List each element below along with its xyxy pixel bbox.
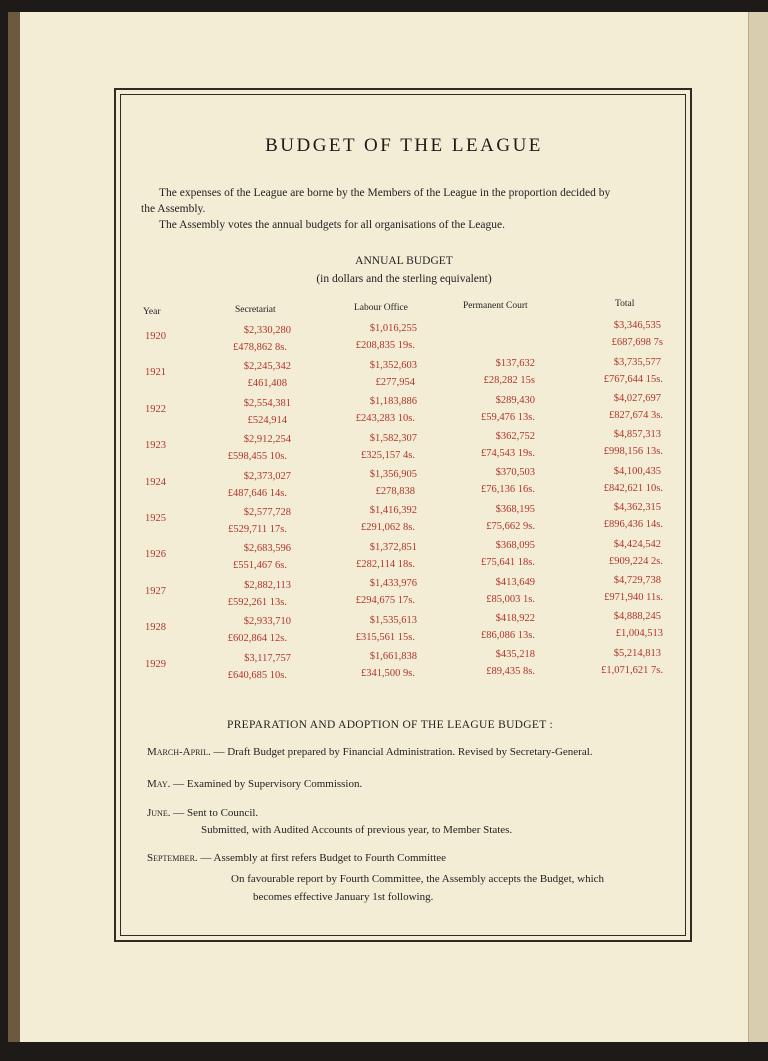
intro-line: the Assembly.: [141, 203, 206, 215]
sterling-value: £640,685 10s.: [227, 669, 287, 681]
dollar-value: $4,424,542: [613, 538, 661, 550]
preparation-step: [253, 891, 433, 903]
dollar-value: $289,430: [495, 394, 535, 406]
preparation-step: [231, 873, 604, 885]
dollar-value: $1,535,613: [369, 614, 417, 626]
dollar-value: $5,214,813: [613, 647, 661, 659]
dollar-value: $2,330,280: [243, 325, 291, 336]
step-label: March-April.: [147, 746, 211, 758]
dollar-value: $4,888,245: [613, 611, 661, 623]
preparation-title: PREPARATION AND ADOPTION OF THE LEAGUE BUDGET :: [227, 719, 554, 731]
column-header-labour: Labour Office: [354, 303, 408, 313]
dollar-value: $2,577,728: [243, 507, 291, 518]
sterling-value: £529,711 17s.: [228, 524, 287, 535]
sterling-value: £86,086 13s.: [481, 630, 535, 641]
sterling-value: £75,641 18s.: [481, 557, 535, 569]
preparation-step: [201, 824, 512, 836]
sterling-value: £315,561 15s.: [355, 631, 415, 643]
sterling-value: £76,136 16s.: [481, 484, 535, 496]
dollar-value: $4,100,435: [613, 465, 661, 477]
step-label: June.: [147, 807, 171, 819]
dollar-value: $362,752: [495, 431, 535, 442]
row-year: 1923: [145, 440, 166, 452]
sterling-value: £896,436 14s.: [603, 519, 663, 531]
next-page-edge: [748, 12, 768, 1042]
step-text: — Assembly at first refers Budget to Fourth Committee: [197, 852, 447, 864]
dollar-value: $1,661,838: [369, 651, 417, 662]
dollar-value: $2,882,113: [244, 579, 291, 591]
sterling-value: £602,864 12s.: [227, 633, 287, 645]
sterling-value: £909,224 2s.: [609, 555, 663, 567]
sterling-value: £998,156 13s.: [603, 446, 663, 458]
sterling-value: £524,914: [247, 414, 287, 426]
preparation-step: [147, 746, 593, 758]
sterling-value: £208,835 19s.: [355, 340, 415, 352]
row-year: 1927: [145, 585, 166, 597]
step-text: Submitted, with Audited Accounts of previous year, to Member States.: [201, 824, 513, 836]
sterling-value: £59,476 13s.: [481, 411, 535, 423]
dollar-value: $413,649: [495, 576, 535, 588]
table-subheading: (in dollars and the sterling equivalent): [316, 273, 492, 285]
row-year: 1922: [145, 403, 166, 415]
dollar-value: $1,372,851: [369, 541, 417, 553]
step-text: — Examined by Supervisory Commission.: [170, 778, 363, 790]
preparation-step: [147, 852, 446, 864]
row-year: 1921: [145, 367, 166, 379]
dollar-value: $4,729,738: [613, 575, 661, 586]
dollar-value: $4,857,313: [613, 429, 661, 441]
sterling-value: £592,261 13s.: [227, 596, 287, 608]
row-year: 1920: [145, 331, 166, 342]
dollar-value: $4,362,315: [613, 502, 661, 514]
page-frame: [114, 88, 692, 942]
row-year: 1924: [145, 476, 166, 488]
step-text: becomes effective January 1st following.: [253, 891, 434, 903]
step-label: September.: [147, 852, 198, 864]
dollar-value: $137,632: [495, 358, 535, 370]
column-header-court: Permanent Court: [463, 301, 528, 311]
sterling-value: £28,282 15s: [483, 375, 535, 387]
sterling-value: £1,071,621 7s.: [601, 664, 663, 676]
dollar-value: $1,582,307: [369, 432, 417, 444]
sterling-value: £282,114 18s.: [356, 558, 415, 570]
dollar-value: $368,095: [495, 540, 535, 552]
sterling-value: £598,455 10s.: [227, 451, 287, 463]
dollar-value: $2,554,381: [243, 397, 291, 409]
sterling-value: £842,621 10s.: [603, 482, 663, 494]
step-text: — Sent to Council.: [170, 807, 259, 819]
sterling-value: £89,435 8s.: [486, 666, 535, 678]
dollar-value: $1,016,255: [369, 323, 417, 335]
dollar-value: $418,922: [495, 613, 535, 624]
sterling-value: £971,940 11s.: [604, 592, 663, 603]
dollar-value: $1,416,392: [369, 505, 417, 517]
sterling-value: £341,500 9s.: [361, 668, 415, 679]
sterling-value: £85,003 1s.: [486, 593, 535, 605]
sterling-value: £827,674 3s.: [609, 410, 663, 421]
step-text: — Draft Budget prepared by Financial Administration. Revised by Secretary-General.: [210, 746, 593, 758]
column-header-secretariat: Secretariat: [235, 305, 276, 315]
dollar-value: $3,346,535: [613, 320, 661, 332]
intro-line: The expenses of the League are borne by the Members of the League in the proportion decided by: [159, 187, 611, 199]
row-year: 1926: [145, 549, 166, 561]
sterling-value: £278,838: [375, 486, 415, 497]
dollar-value: $2,245,342: [243, 361, 291, 373]
row-year: 1928: [145, 622, 166, 634]
dollar-value: $1,356,905: [369, 469, 417, 480]
sterling-value: £277,954: [375, 376, 415, 388]
sterling-value: £1,004,513: [615, 628, 663, 640]
sterling-value: £325,157 4s.: [361, 449, 415, 461]
sterling-value: £294,675 17s.: [355, 595, 415, 607]
page-frame-inner: [120, 94, 686, 936]
sterling-value: £687,698 7s: [611, 337, 663, 349]
dollar-value: $1,433,976: [369, 578, 417, 590]
dollar-value: $4,027,697: [613, 393, 661, 404]
sterling-value: £74,543 19s.: [481, 448, 535, 459]
dollar-value: $2,933,710: [243, 616, 291, 628]
page-title: BUDGET OF THE LEAGUE: [265, 135, 543, 156]
sterling-value: £75,662 9s.: [486, 520, 535, 532]
column-header-year: Year: [143, 307, 161, 317]
dollar-value: $435,218: [495, 649, 535, 661]
dollar-value: $3,117,757: [244, 652, 291, 664]
sterling-value: £243,283 10s.: [355, 413, 415, 425]
sterling-value: £767,644 15s.: [603, 373, 663, 385]
preparation-step: [147, 778, 362, 790]
dollar-value: $2,373,027: [243, 470, 291, 482]
row-year: 1925: [145, 513, 166, 524]
sterling-value: £461,408: [247, 378, 287, 390]
dollar-value: $3,735,577: [613, 356, 661, 368]
row-year: 1929: [145, 658, 166, 670]
step-label: May.: [147, 778, 171, 790]
dollar-value: $2,912,254: [243, 434, 291, 446]
table-heading: ANNUAL BUDGET: [355, 255, 453, 267]
preparation-step: [147, 807, 258, 819]
sterling-value: £487,646 14s.: [227, 487, 287, 499]
intro-line: The Assembly votes the annual budgets for all organisations of the League.: [159, 219, 505, 231]
dollar-value: $370,503: [495, 467, 535, 479]
sterling-value: £551,467 6s.: [233, 560, 287, 572]
step-text: On favourable report by Fourth Committee, the Assembly accepts the Budget, which: [231, 873, 605, 885]
dollar-value: $1,183,886: [369, 396, 417, 408]
dollar-value: $1,352,603: [369, 359, 417, 371]
sterling-value: £291,062 8s.: [361, 522, 415, 534]
dollar-value: $2,683,596: [243, 543, 291, 555]
sterling-value: £478,862 8s.: [233, 342, 287, 353]
column-header-total: Total: [615, 299, 635, 309]
dollar-value: $368,195: [495, 503, 535, 515]
